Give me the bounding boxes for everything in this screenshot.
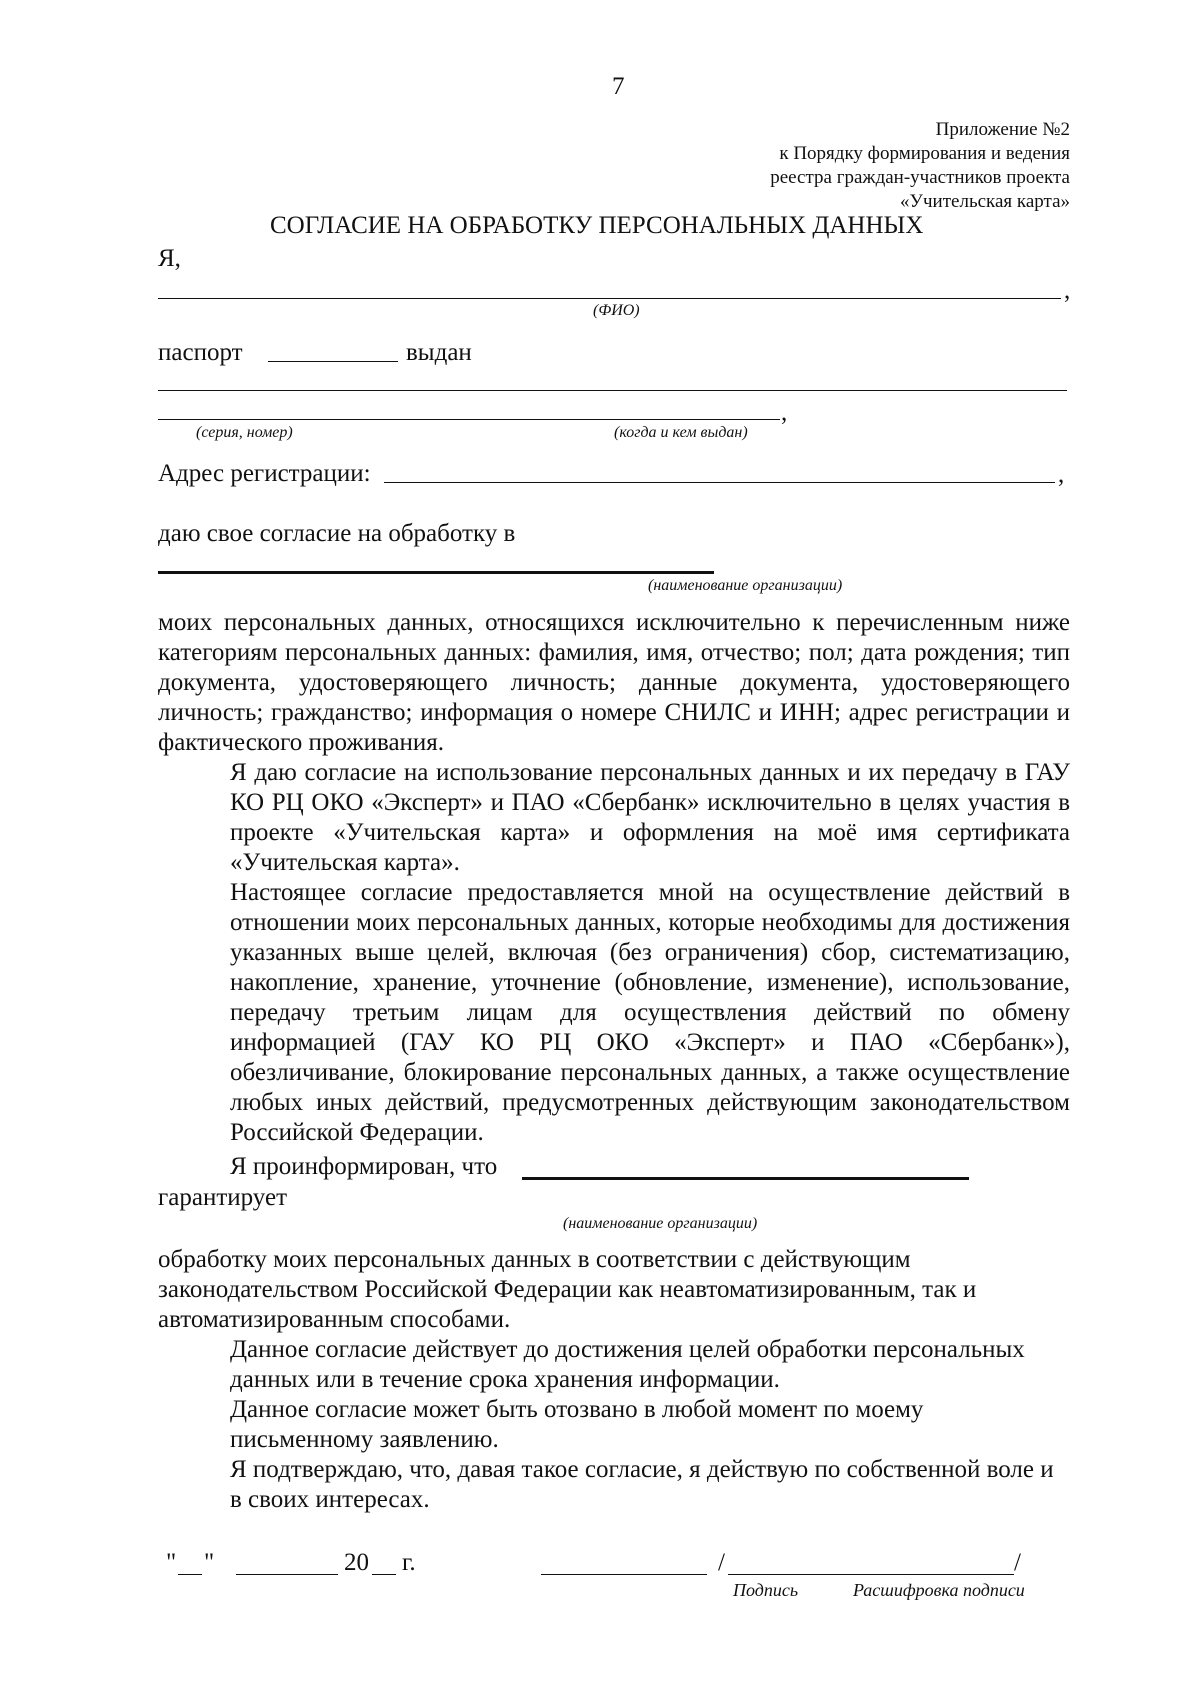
signature-decode-field[interactable]	[728, 1574, 1014, 1575]
paragraph-validity: Данное согласие действует до достижения целей обработки персональных данных или в течение срока хранения информации.	[230, 1336, 1025, 1393]
consent-body-2	[158, 1245, 1070, 1515]
issued-by-field-2[interactable]	[158, 419, 780, 420]
consent-body	[158, 608, 1070, 1148]
issued-label: выдан	[406, 339, 472, 366]
paragraph-transfer: Я даю согласие на использование персональных данных и их передачу в ГАУ КО РЦ ОКО «Эксперт» и ПАО «Сбербанк» исключительно в целях участия в проекте «Учительская карта» и оформления на моё имя сертификата «Учительская карта».	[230, 759, 1070, 876]
document-title: СОГЛАСИЕ НА ОБРАБОТКУ ПЕРСОНАЛЬНЫХ ДАННЫХ	[270, 212, 924, 239]
slash-close: /	[1014, 1549, 1021, 1576]
consent-intro: даю свое согласие на обработку в	[158, 520, 516, 547]
series-caption: (серия, номер)	[196, 424, 293, 441]
paragraph-categories: моих персональных данных, относящихся исключительно к перечисленным ниже категориям персональных данных: фамилия, имя, отчество; пол; дата рождения; тип документа, удостоверяющего личность; данные документа, удостоверяющего личность; гражданство; информация о номере СНИЛС и ИНН; адрес регистрации и фактического проживания.	[158, 609, 1070, 756]
passport-label: паспорт	[158, 339, 243, 366]
issued-by-field-1[interactable]	[158, 390, 1067, 391]
fio-caption: (ФИО)	[593, 302, 640, 319]
date-year-suffix: г.	[402, 1549, 416, 1576]
date-quote-close: "	[204, 1549, 215, 1576]
slash-open: /	[718, 1549, 725, 1576]
fio-field[interactable]	[158, 298, 1061, 299]
date-quote-open: "	[166, 1549, 177, 1576]
signature-field[interactable]	[541, 1574, 707, 1575]
ya-label: Я,	[158, 245, 181, 272]
organization-field-2[interactable]	[522, 1177, 969, 1180]
passport-number-field[interactable]	[268, 361, 398, 362]
organization-caption-2: (наименование организации)	[563, 1215, 758, 1232]
appendix-line-3: реестра граждан-участников проекта	[770, 167, 1070, 188]
fio-comma: ,	[1064, 277, 1071, 304]
informed-label: Я проинформирован, что	[230, 1153, 498, 1180]
date-year-field[interactable]	[372, 1574, 396, 1575]
paragraph-voluntary: Я подтверждаю, что, давая такое согласие, я действую по собственной воле и в своих интересах.	[230, 1456, 1054, 1513]
date-day-field[interactable]	[178, 1574, 202, 1575]
appendix-block	[770, 118, 1070, 214]
issued-caption: (когда и кем выдан)	[614, 424, 748, 441]
paragraph-processing: обработку моих персональных данных в соответствии с действующим законодательством Российской Федерации как неавтоматизированным, так и автоматизированным способами.	[158, 1246, 977, 1333]
paragraph-revocation: Данное согласие может быть отозвано в любой момент по моему письменному заявлению.	[230, 1396, 924, 1453]
date-month-field[interactable]	[236, 1574, 338, 1575]
address-field[interactable]	[384, 482, 1055, 483]
date-year-prefix: 20	[344, 1549, 369, 1576]
page-number: 7	[612, 73, 625, 100]
appendix-line-2: к Порядку формирования и ведения	[779, 143, 1070, 164]
guarantees-label: гарантирует	[158, 1184, 287, 1211]
issued-comma: ,	[781, 399, 788, 426]
organization-caption-1: (наименование организации)	[648, 577, 843, 594]
decode-caption: Расшифровка подписи	[853, 1580, 1025, 1600]
organization-field-1[interactable]	[158, 571, 714, 574]
appendix-line-1: Приложение №2	[935, 119, 1070, 140]
signature-caption: Подпись	[733, 1580, 799, 1600]
appendix-line-4: «Учительская карта»	[900, 191, 1070, 212]
paragraph-actions: Настоящее согласие предоставляется мной на осуществление действий в отношении моих персональных данных, которые необходимы для достижения указанных выше целей, включая (без ограничения) сбор, систематизацию, накопление, хранение, уточнение (обновление, изменение), использование, передачу третьим лицам для осуществления действий по обмену информацией (ГАУ КО РЦ ОКО «Эксперт» и ПАО «Сбербанк»), обезличивание, блокирование персональных данных, а также осуществление любых иных действий, предусмотренных действующим законодательством Российской Федерации.	[230, 879, 1070, 1146]
address-label: Адрес регистрации:	[158, 460, 371, 487]
address-comma: ,	[1058, 461, 1065, 488]
